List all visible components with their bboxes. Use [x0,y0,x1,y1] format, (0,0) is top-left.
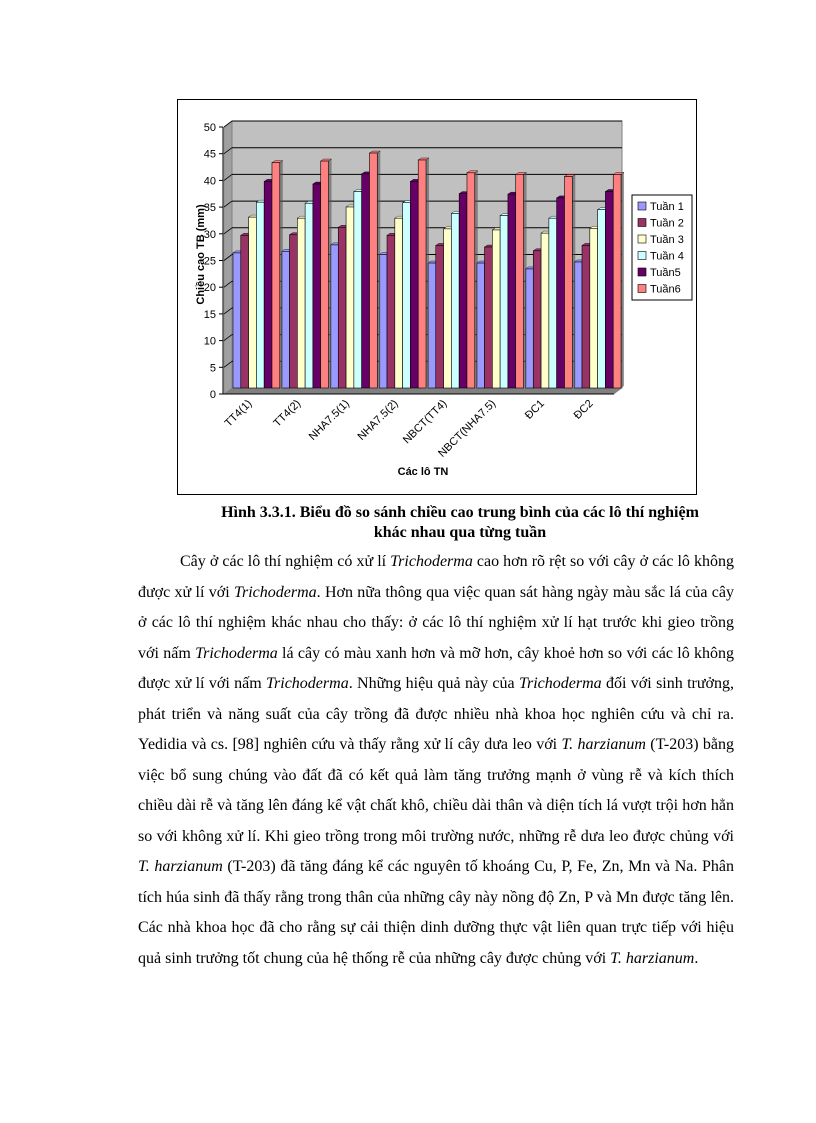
bar-side [329,159,332,388]
bar [428,263,436,388]
bar [557,198,565,388]
italic-term: T. harzianum [610,949,695,967]
bar [305,203,313,388]
bar-chart [178,100,696,494]
legend-swatch [638,285,646,293]
bar [444,229,452,388]
x-tick-label: ĐC1 [522,397,547,422]
bar [282,251,290,388]
bar [533,251,541,388]
bar [321,161,329,388]
italic-term: Trichoderma [266,675,349,692]
bar [605,191,613,388]
bar [418,160,426,388]
x-tick-label: ĐC2 [571,397,596,422]
bar [508,194,516,388]
bar [233,253,241,388]
bar-side [426,158,429,388]
bar [313,184,321,388]
y-tick-label: 25 [203,255,216,268]
bar [379,255,387,389]
y-tick-label: 35 [203,202,216,215]
bar [500,216,508,388]
bar-side [475,171,478,388]
bar [590,228,598,388]
bar [541,233,549,388]
text-run: (T-203) đã tăng đáng kể các nguyên tố khoáng Cu, P, Fe, Zn, Mn và Na. Phân tích húa sinh đã thấy rằng trong thân của những cây này nồng độ Zn, P và Mn được tăng lên. Các nhà khoa học đã cho rằng sự cải thiện dinh dưỡng thực vật liên quan trực tiếp với hiệu quả sinh trưởng tốt chung của hệ thống rễ của những cây được chủng với [138,858,734,967]
y-tick-label: 15 [203,308,216,321]
bar [613,174,621,388]
legend-swatch [638,202,646,210]
legend-swatch [638,235,646,243]
bar [410,181,418,388]
bar [436,245,444,388]
chart-frame [177,99,697,495]
text-run: . Hơn nữa thông qua việc quan sát hàng ngày màu sắc lá của cây ở các lô thí nghiệm khác nhau cho thấy: ở các lô thí nghiệm xử lí hạt trước khi gieo trồng với nấm [138,583,734,662]
bar [574,262,582,388]
x-tick-label: TT4(2) [271,397,304,430]
text-run: cao hơn rõ rệt so với cây ở các lô không được xử lí với [138,553,734,601]
text-run: . [694,949,699,967]
bar-side [524,172,527,388]
y-tick-label: 50 [203,122,216,134]
x-tick-label: NBCT(NHA7.5) [436,397,499,460]
bar [290,235,298,388]
bar [297,218,305,388]
bar [264,181,272,388]
bar [272,163,280,388]
bar [549,218,557,388]
bar [564,177,572,388]
x-tick-label: NHA7.5(1) [306,397,352,443]
italic-term: Trichoderma [518,675,602,692]
bar [395,218,403,388]
legend-label: Tuần6 [650,283,681,296]
bar [387,235,395,388]
bar [467,173,475,388]
italic-term: Trichoderma [390,553,473,570]
y-tick-label: 40 [203,175,216,188]
bar [485,247,493,388]
x-tick-label: TT4(1) [222,397,255,430]
y-tick-label: 30 [203,228,216,241]
text-run: (T-203) bằng việc bổ sung chúng vào đất đã có kết quả làm tăng trưởng mạnh ở vùng rễ và kích thích chiều dài rễ và tăng lên đáng kể vật chất khô, chiều dài thân và diện tích lá vượt trội hơn hẳn so với không xử lí. Khi gieo trồng trong môi trường nước, những rễ dưa leo được chủng với [138,736,734,845]
bar [451,213,459,388]
text-run: . Những hiệu quả này của [348,675,519,692]
bar [525,269,533,388]
bar [459,194,467,388]
bar [241,235,249,388]
y-tick-label: 5 [209,362,216,375]
figure-caption [180,503,740,543]
text-run: Cây ở các lô thí nghiệm có xử lí [180,553,391,570]
bar [338,227,346,388]
bar-side [572,175,575,388]
bar [330,245,338,388]
bar [256,202,264,388]
bar [516,174,524,388]
bar [346,207,354,388]
italic-term: Trichoderma [233,583,317,601]
legend-swatch [638,252,646,260]
legend-swatch [638,268,646,276]
x-axis-title: Các lô TN [397,466,449,478]
x-tick-label: NBCT(TT4) [400,397,450,447]
legend-label: Tuần 4 [650,250,684,263]
caption-line-1: Hình 3.3.1. Biểu đồ so sánh chiều cao trung bình của các lô thí nghiệm [221,504,699,521]
legend-label: Tuần 2 [650,217,684,230]
y-axis-title: Chiều cao TB (mm) [195,204,207,305]
y-tick-label: 10 [203,335,216,348]
italic-term: Trichoderma [195,644,278,662]
bar-side [621,172,624,388]
y-tick-label: 20 [203,282,216,295]
italic-term: T. harzianum [561,736,646,753]
bar [477,263,485,388]
legend-label: Tuần5 [650,267,681,279]
bar [492,230,500,388]
legend-label: Tuần 3 [650,234,684,246]
x-tick-label: NHA7.5(2) [355,397,401,443]
y-tick-label: 45 [203,148,216,161]
plot-floor [224,388,622,394]
bar [403,203,411,388]
italic-term: T. harzianum [138,858,223,875]
body-paragraph [138,547,734,974]
bar [362,174,370,388]
text-run: đối với sinh trưởng, phát triển và năng suất của cây trồng đã được nhiều nhà khoa học nghiên cứu và chỉ ra. Yedidia và cs. [98] nghiên cứu và thấy rằng xử lí cây dưa leo với [138,675,734,753]
text-run: lá cây có màu xanh hơn và mỡ hơn, cây khoẻ hơn so với các lô không được xử lí với nấm [138,644,735,692]
bar [582,245,590,388]
body-text [138,547,734,974]
bar [598,210,606,388]
legend-swatch [638,219,646,227]
bar [354,191,362,388]
caption-line-2: khác nhau qua từng tuần [373,524,547,541]
bar-side [377,151,380,388]
bar [249,217,257,388]
y-tick-label: 0 [209,389,216,401]
legend-label: Tuần 1 [650,201,684,213]
bar-side [280,161,283,388]
bar [369,153,377,388]
